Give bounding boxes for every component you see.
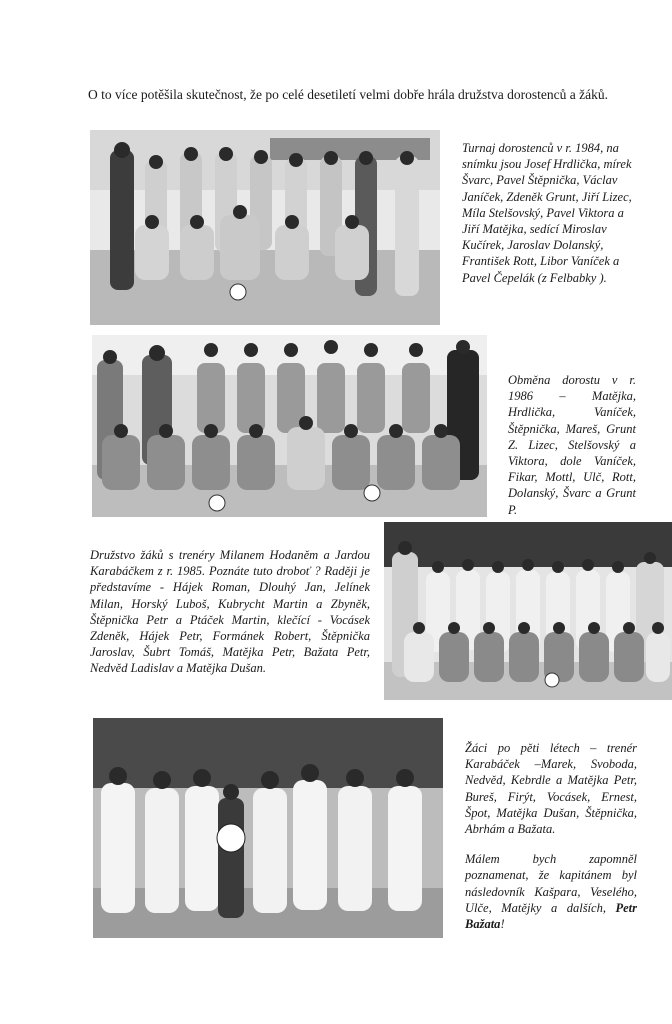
- captain-note-text: Málem bych zapomněl poznamenat, že kapitánem byl následovník Kašpara, Veselého, Ulče, Matějky a dalších,: [465, 852, 637, 915]
- photo-youth-tournament-1984: [90, 130, 440, 325]
- captain-name: Petr Bažata: [465, 900, 637, 932]
- caption-text: Žáci po pěti létech – trenér Karabáček –Marek, Svoboda, Nedvěd, Kebrdle a Matějka Petr, Bureš, Firýt, Vocásek, Ernest, Špot, Matějka Dušan, Štěpnička, Abrhám a Bažata.: [465, 741, 637, 837]
- caption-text: Družstvo žáků s trenéry Milanem Hodaněm a Jardou Karabáčkem z r. 1985. Poznáte tuto droboť ? Raději je představíme - Hájek Roman, Dlouhý Jan, Jelínek Milan, Horský Luboš, Kubrycht Martin a Zbyněk, Štěpnička Petr a Ptáček Martin, klečící - Vocásek Zdeněk, Hájek Petr, Formánek Robert, Štěpnička Jaroslav, Šubrt Tomáš, Matějka Petr, Bažata Petr, Nedvěd Ladislav a Matějka Dušan.: [90, 548, 370, 676]
- caption-youth-1986: [508, 372, 636, 518]
- photo-pupils-five-years-later: [93, 718, 443, 938]
- intro-paragraph: O to více potěšila skutečnost, že po celé desetiletí velmi dobře hrála družstva dorostenců a žáků.: [88, 86, 608, 102]
- captain-note-end: !: [500, 917, 505, 932]
- photo-pupils-1985: [384, 522, 672, 700]
- photo-youth-1986: [92, 335, 487, 517]
- caption-pupils-later: [465, 740, 637, 932]
- caption-pupils-1985: [90, 547, 370, 677]
- captain-note: [465, 851, 637, 932]
- caption-text: Obměna dorostu v r. 1986 – Matějka, Hrdlička, Vaníček, Štěpnička, Mareš, Grunt Z. Lizec, Stelšovský a Viktora, dole Vaníček, Fikar, Mottl, Ulč, Rott, Dolanský, Švarc a Grunt P.: [508, 373, 636, 517]
- caption-youth-1984: [462, 140, 640, 286]
- caption-text: Turnaj dorostenců v r. 1984, na snímku jsou Josef Hrdlička, mírek Švarc, Pavel Štěpnička, Václav Janíček, Zdeněk Grunt, Jiří Lizec, Míla Stelšovský, Pavel Viktora a Jiří Matějka, sedící Miroslav Kučírek, Jaroslav Dolanský, František Rott, Libor Vaníček a Pavel Čepelák (z Felbabky ).: [462, 141, 632, 285]
